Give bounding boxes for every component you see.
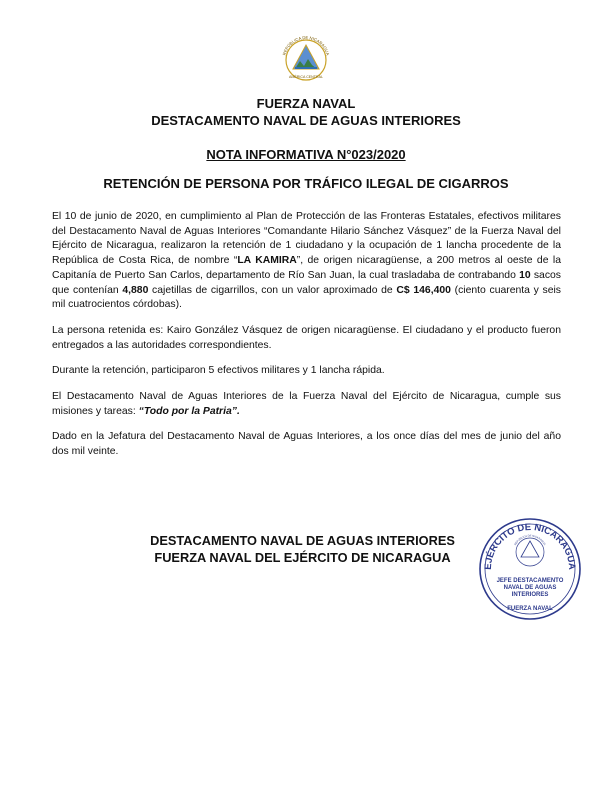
- paragraph-2: La persona retenida es: Kairo González Vásquez de origen nicaragüense. El ciudadano y el producto fueron entregados a las autoridades correspondientes.: [52, 324, 561, 351]
- stamp-arc-text: EJÉRCITO DE NICARAGUA: [482, 521, 578, 571]
- body-text: [52, 210, 561, 471]
- value-amount: C$ 146,400: [396, 284, 451, 296]
- p1-text-e: (ciento cuarenta y seis mil cuatrocientos córdobas).: [52, 284, 561, 311]
- stamp-bottom-text: FUERZA NAVAL: [507, 606, 553, 612]
- sacks-count: 10: [519, 269, 531, 281]
- stamp-line-2: NAVAL DE AGUAS: [503, 585, 557, 591]
- coat-ring-text: REPÚBLICA DE NICARAGUA: [281, 34, 331, 56]
- official-stamp: [478, 517, 582, 621]
- signature-line-1: DESTACAMENTO NAVAL DE AGUAS INTERIORES: [150, 533, 455, 548]
- p1-text-d: cajetillas de cigarrillos, con un valor aproximado de: [148, 284, 397, 296]
- paragraph-1: [52, 210, 561, 313]
- p1-text-c: sacos que contenían: [52, 269, 561, 296]
- header-line-2: DESTACAMENTO NAVAL DE AGUAS INTERIORES: [151, 113, 461, 128]
- coat-of-arms-emblem: [273, 34, 339, 82]
- paragraph-3: Durante la retención, participaron 5 efectivos militares y 1 lancha rápida.: [52, 365, 385, 377]
- motto: “Todo por la Patria”.: [138, 405, 240, 417]
- boat-name: LA KAMIRA: [237, 255, 297, 267]
- p4-text: El Destacamento Naval de Aguas Interiores de la Fuerza Naval del Ejército de Nicaragua, cumple sus misiones y tareas:: [52, 391, 561, 417]
- stamp-inner-ring-text: REPÚBLICA DE NICARAGUA: [513, 534, 547, 546]
- signature-line-2: FUERZA NAVAL DEL EJÉRCITO DE NICARAGUA: [154, 550, 451, 565]
- packs-count: 4,880: [122, 284, 149, 296]
- stamp-line-3: INTERIORES: [511, 592, 549, 598]
- paragraph-5: Dado en la Jefatura del Destacamento Naval de Aguas Interiores, a los once días del mes de junio del año dos mil veinte.: [52, 431, 561, 458]
- nota-title: NOTA INFORMATIVA N°023/2020: [206, 147, 406, 162]
- coat-bottom-text: AMÉRICA CENTRAL: [289, 75, 323, 79]
- header-line-1: FUERZA NAVAL: [256, 96, 356, 111]
- paragraph-4: [52, 390, 561, 419]
- p1-text-a: El 10 de junio de 2020, en cumplimiento al Plan de Protección de las Fronteras Estatales, efectivos militares del Destacamento Naval de Aguas Interiores “Comandante Hilario Sánchez Vásquez” de la Fuerza Naval del Ejército de Nicaragua, realizaron la retención de 1 ciudadano y la ocupación de 1 lancha procedente de la República de Costa Rica, de nombre “: [52, 211, 561, 267]
- p1-text-b: ”, de origen nicaragüense, a 200 metros al oeste de la Capitanía de Puerto San Carlos, departamento de Río San Juan, la cual trasladaba de contrabando: [52, 255, 561, 281]
- subject-title: RETENCIÓN DE PERSONA POR TRÁFICO ILEGAL DE CIGARROS: [103, 176, 509, 191]
- stamp-line-1: JEFE DESTACAMENTO: [496, 578, 564, 584]
